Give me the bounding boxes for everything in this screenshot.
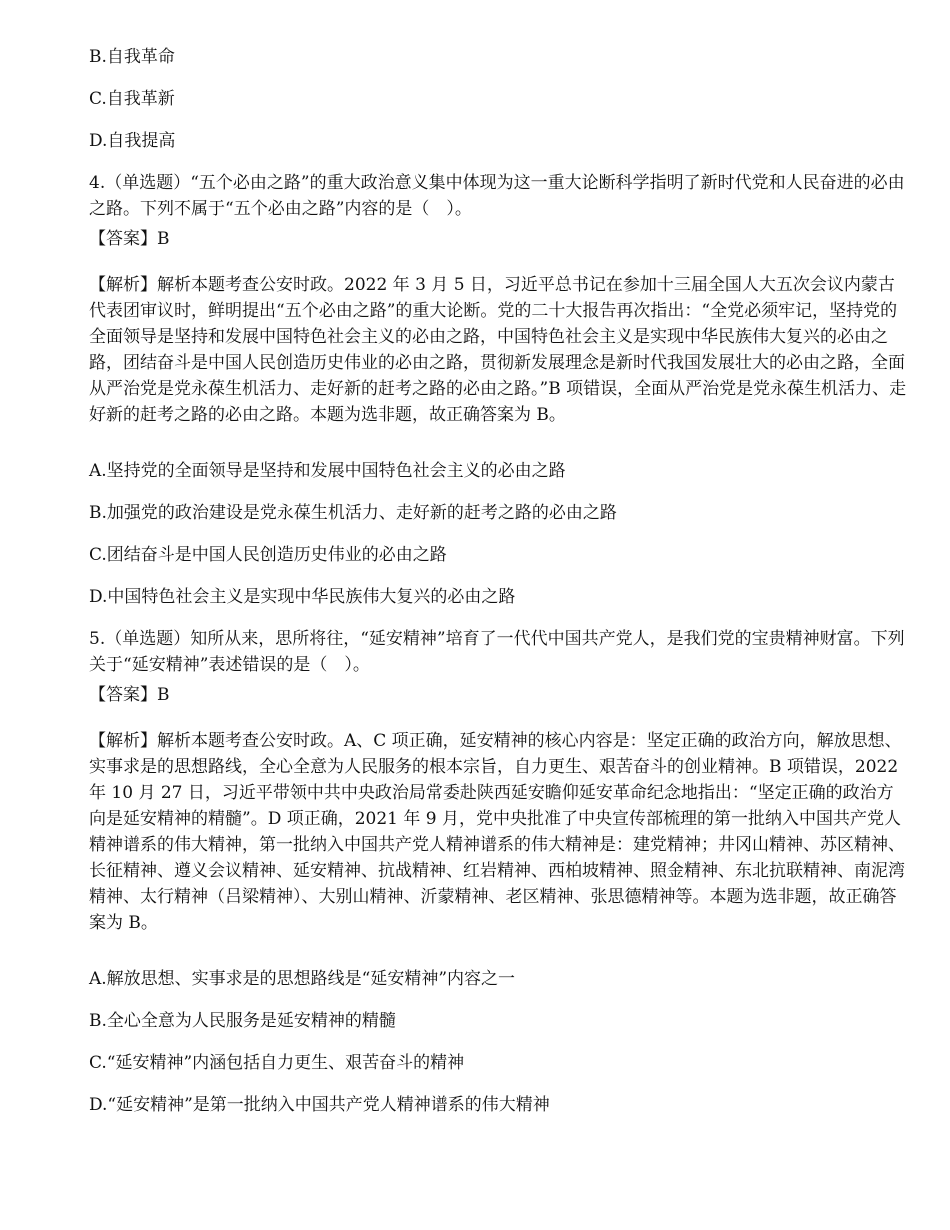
question-4-option-a: A.坚持党的全面领导是坚持和发展中国特色社会主义的必由之路 <box>89 461 566 481</box>
document-page <box>89 44 907 1134</box>
option-b-prev: B.自我革命 <box>89 47 175 67</box>
question-4-stem: 4.（单选题）“五个必由之路”的重大政治意义集中体现为这一重大论断科学指明了新时代党和人民奋进的必由之路。下列不属于“五个必由之路”内容的是（ ）。 <box>89 173 905 219</box>
question-4-option-d: D.中国特色社会主义是实现中华民族伟大复兴的必由之路 <box>89 587 516 607</box>
option-d-prev: D.自我提高 <box>89 131 176 151</box>
question-5-option-d: D.“延安精神”是第一批纳入中国共产党人精神谱系的伟大精神 <box>89 1095 550 1115</box>
question-5-stem: 5.（单选题）知所从来，思所将往，“延安精神”培育了一代代中国共产党人，是我们党的宝贵精神财富。下列关于“延安精神”表述错误的是（ ）。 <box>89 629 905 675</box>
question-5-answer: 【答案】B <box>89 685 170 705</box>
question-4-option-b: B.加强党的政治建设是党永葆生机活力、走好新的赶考之路的必由之路 <box>89 503 617 523</box>
question-4-explanation: 【解析】解析本题考查公安时政。2022 年 3 月 5 日，习近平总书记在参加十三届全国人大五次会议内蒙古代表团审议时，鲜明提出“五个必由之路”的重大论断。党的二十大报告再次指出：“全党必须牢记，坚持党的全面领导是坚持和发展中国特色社会主义的必由之路，中国特色社会主义是实现中华民族伟大复兴的必由之路，团结奋斗是中国人民创造历史伟业的必由之路，贯彻新发展理念是新时代我国发展壮大的必由之路，全面从严治党是党永葆生机活力、走好新的赶考之路的必由之路。”B 项错误，全面从严治党是党永葆生机活力、走好新的赶考之路的必由之路。本题为选非题，故正确答案为 B。 <box>89 275 907 425</box>
question-5-option-a: A.解放思想、实事求是的思想路线是“延安精神”内容之一 <box>89 969 516 989</box>
question-4-answer: 【答案】B <box>89 229 170 249</box>
question-5 <box>89 626 907 1118</box>
option-c-prev: C.自我革新 <box>89 89 175 109</box>
question-4-option-c: C.团结奋斗是中国人民创造历史伟业的必由之路 <box>89 545 447 565</box>
question-4 <box>89 170 907 610</box>
question-5-option-b: B.全心全意为人民服务是延安精神的精髓 <box>89 1011 396 1031</box>
question-5-option-c: C.“延安精神”内涵包括自力更生、艰苦奋斗的精神 <box>89 1053 465 1073</box>
question-5-explanation: 【解析】解析本题考查公安时政。A、C 项正确，延安精神的核心内容是：坚定正确的政治方向，解放思想、实事求是的思想路线，全心全意为人民服务的根本宗旨，自力更生、艰苦奋斗的创业精神。B 项错误，2022 年 10 月 27 日，习近平带领中共中央政治局常委赴陕西延安瞻仰延安革命纪念地指出：“坚定正确的政治方向是延安精神的精髓”。D 项正确，2021 年 9 月，党中央批准了中央宣传部梳理的第一批纳入中国共产党人精神谱系的伟大精神，第一批纳入中国共产党人精神谱系的伟大精神是：建党精神；井冈山精神、苏区精神、长征精神、遵义会议精神、延安精神、抗战精神、红岩精神、西柏坡精神、照金精神、东北抗联精神、南泥湾精神、太行精神（吕梁精神）、大别山精神、沂蒙精神、老区精神、张思德精神等。本题为选非题，故正确答案为 B。 <box>89 731 905 933</box>
